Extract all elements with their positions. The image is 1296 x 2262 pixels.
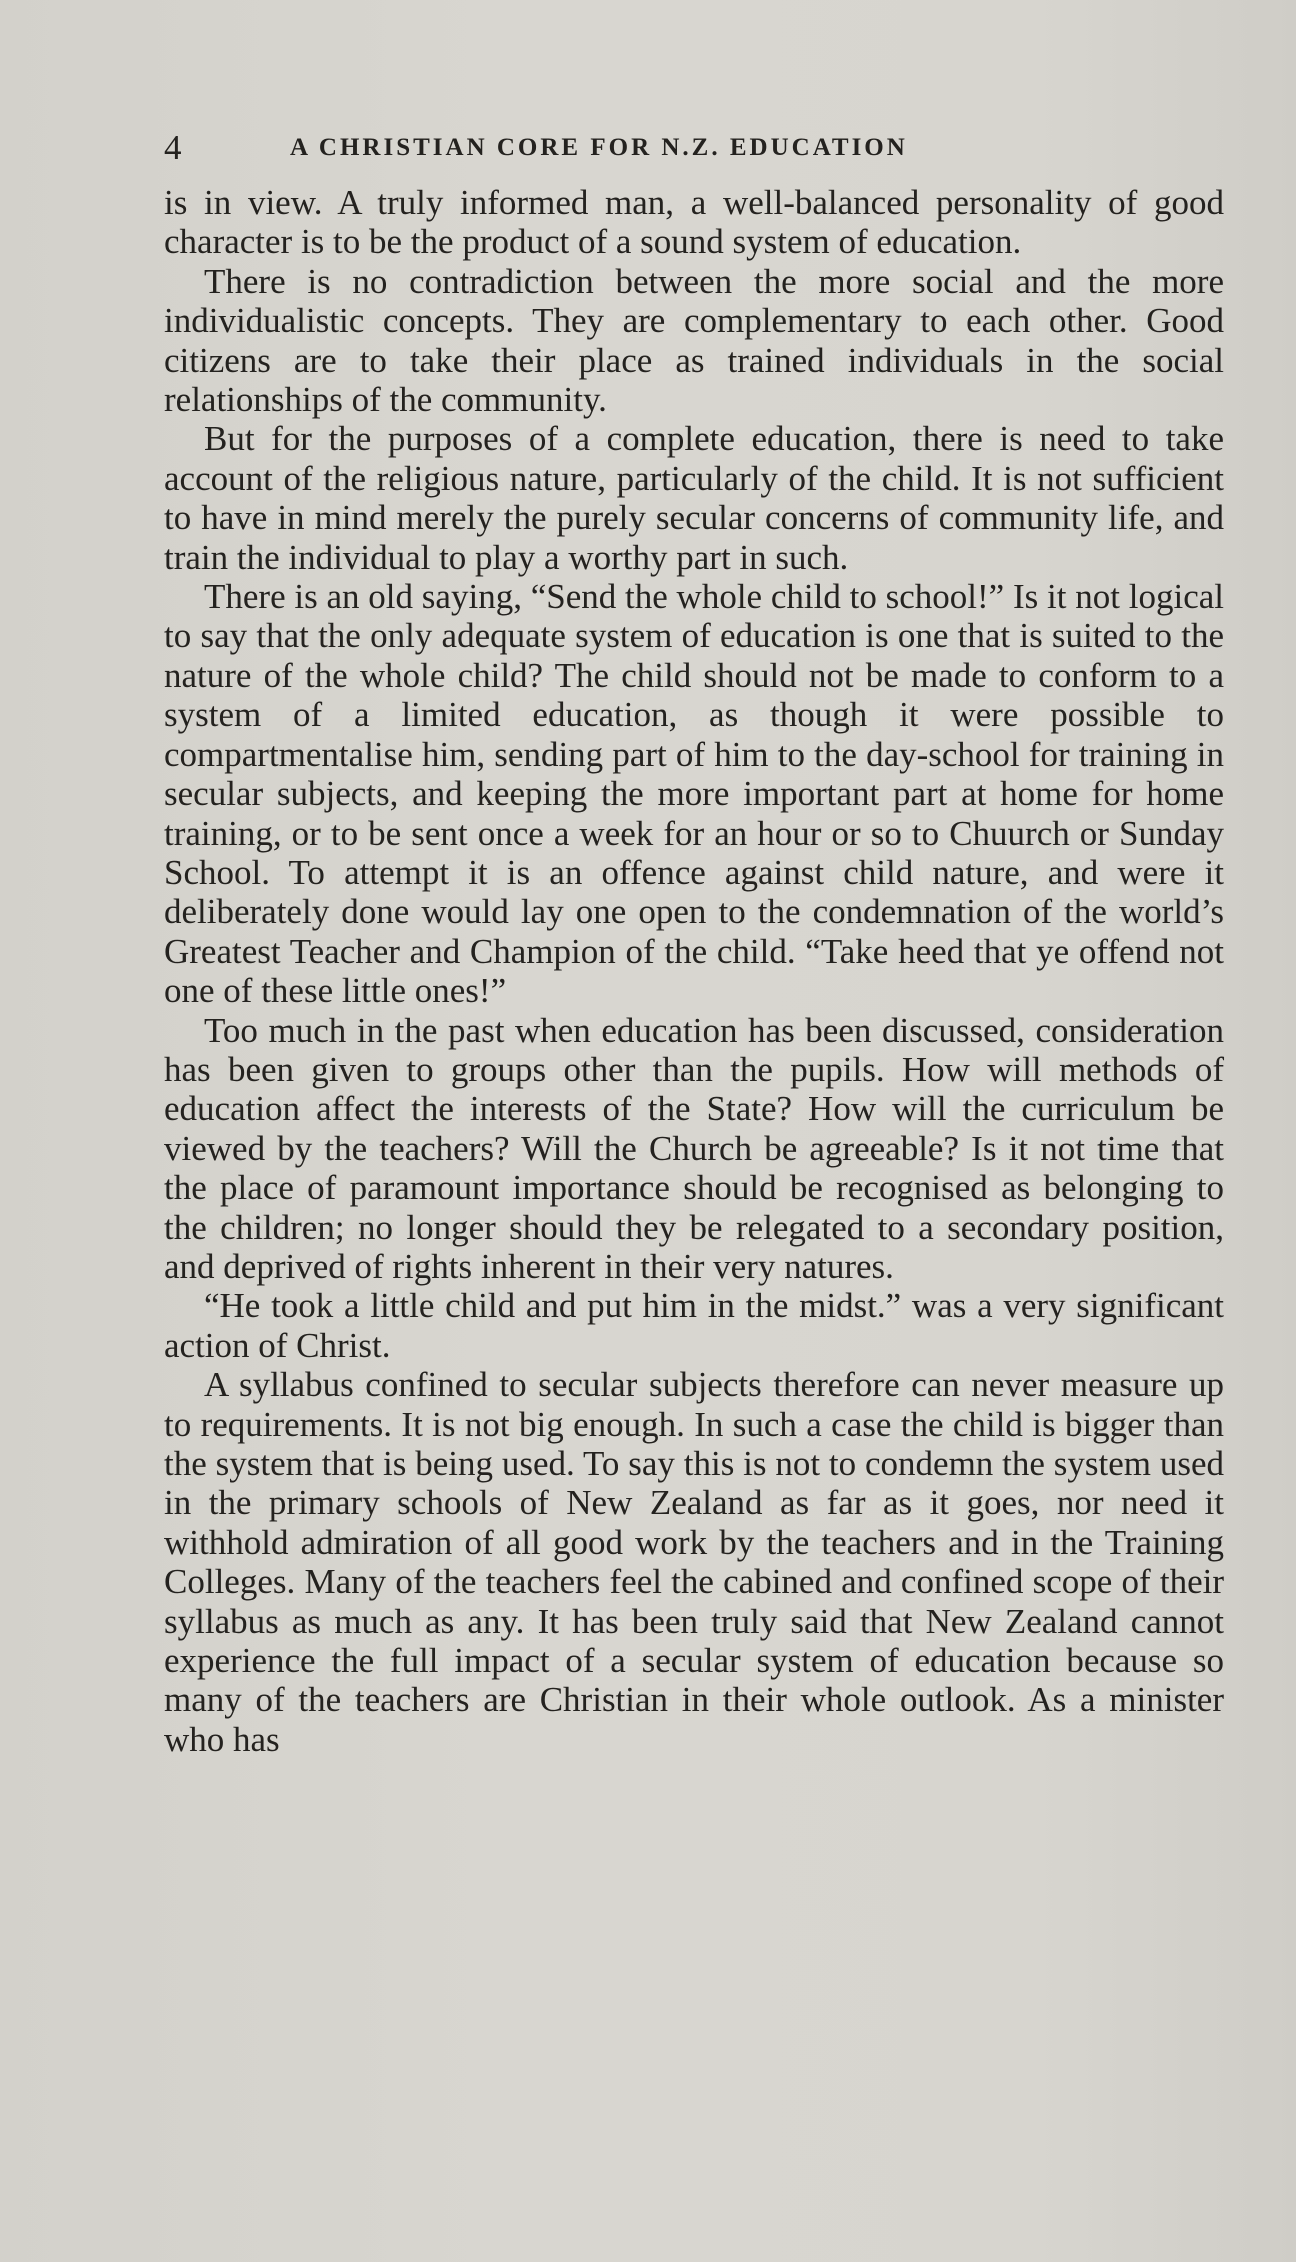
paragraph-3: But for the purposes of a complete education, there is need to take account of the religious nature, particularly of the child. It is not sufficient to have in mind merely the purely secular concerns of community life, and train the individual to play a worthy part in such.	[164, 419, 1224, 577]
paragraph-7: A syllabus confined to secular subjects therefore can never measure up to requirements. It is not big enough. In such a case the child is bigger than the system that is being used. To say this is not to condemn the system used in the primary schools of New Zealand as far as it goes, nor need it withhold admiration of all good work by the teachers and in the Training Colleges. Many of the teachers feel the cabined and confined scope of their syllabus as much as any. It has been truly said that New Zealand cannot experience the full impact of a secular system of education because so many of the teachers are Christian in their whole outlook. As a minister who has	[164, 1365, 1224, 1759]
paragraph-6: “He took a little child and put him in the midst.” was a very significant action of Christ.	[164, 1286, 1224, 1365]
paragraph-5: Too much in the past when education has been discussed, consideration has been given to groups other than the pupils. How will methods of education affect the interests of the State? How will the curriculum be viewed by the teachers? Will the Church be agreeable? Is it not time that the place of paramount importance should be recognised as belonging to the children; no longer should they be relegated to a secondary position, and deprived of rights inherent in their very natures.	[164, 1010, 1224, 1286]
paragraph-2: There is no contradiction between the more social and the more individualistic concepts. They are complementary to each other. Good citizens are to take their place as trained individuals in the social relationships of the community.	[164, 261, 1224, 420]
running-title: A CHRISTIAN CORE FOR N.Z. EDUCATION	[290, 134, 908, 161]
paragraph-4: There is an old saying, “Send the whole child to school!” Is it not logical to say that the only adequate system of education is one that is suited to the nature of the whole child? The child should not be made to conform to a system of a limited education, as though it were possible to compartmentalise him, sending part of him to the day-school for training in secular subjects, and keeping the more important part at home for home training, or to be sent once a week for an hour or so to Chuurch or Sunday School. To attempt it is an offence against child nature, and were it deliberately done would lay one open to the condemnation of the world’s Greatest Teacher and Champion of the child. “Take heed that ye offend not one of these little ones!”	[164, 577, 1224, 1011]
page-number: 4	[164, 128, 182, 167]
running-head	[164, 126, 1104, 170]
paragraph-1: is in view. A truly informed man, a well-balanced personality of good character is to be the product of a sound system of education.	[164, 183, 1224, 262]
body-text	[164, 183, 1224, 1759]
